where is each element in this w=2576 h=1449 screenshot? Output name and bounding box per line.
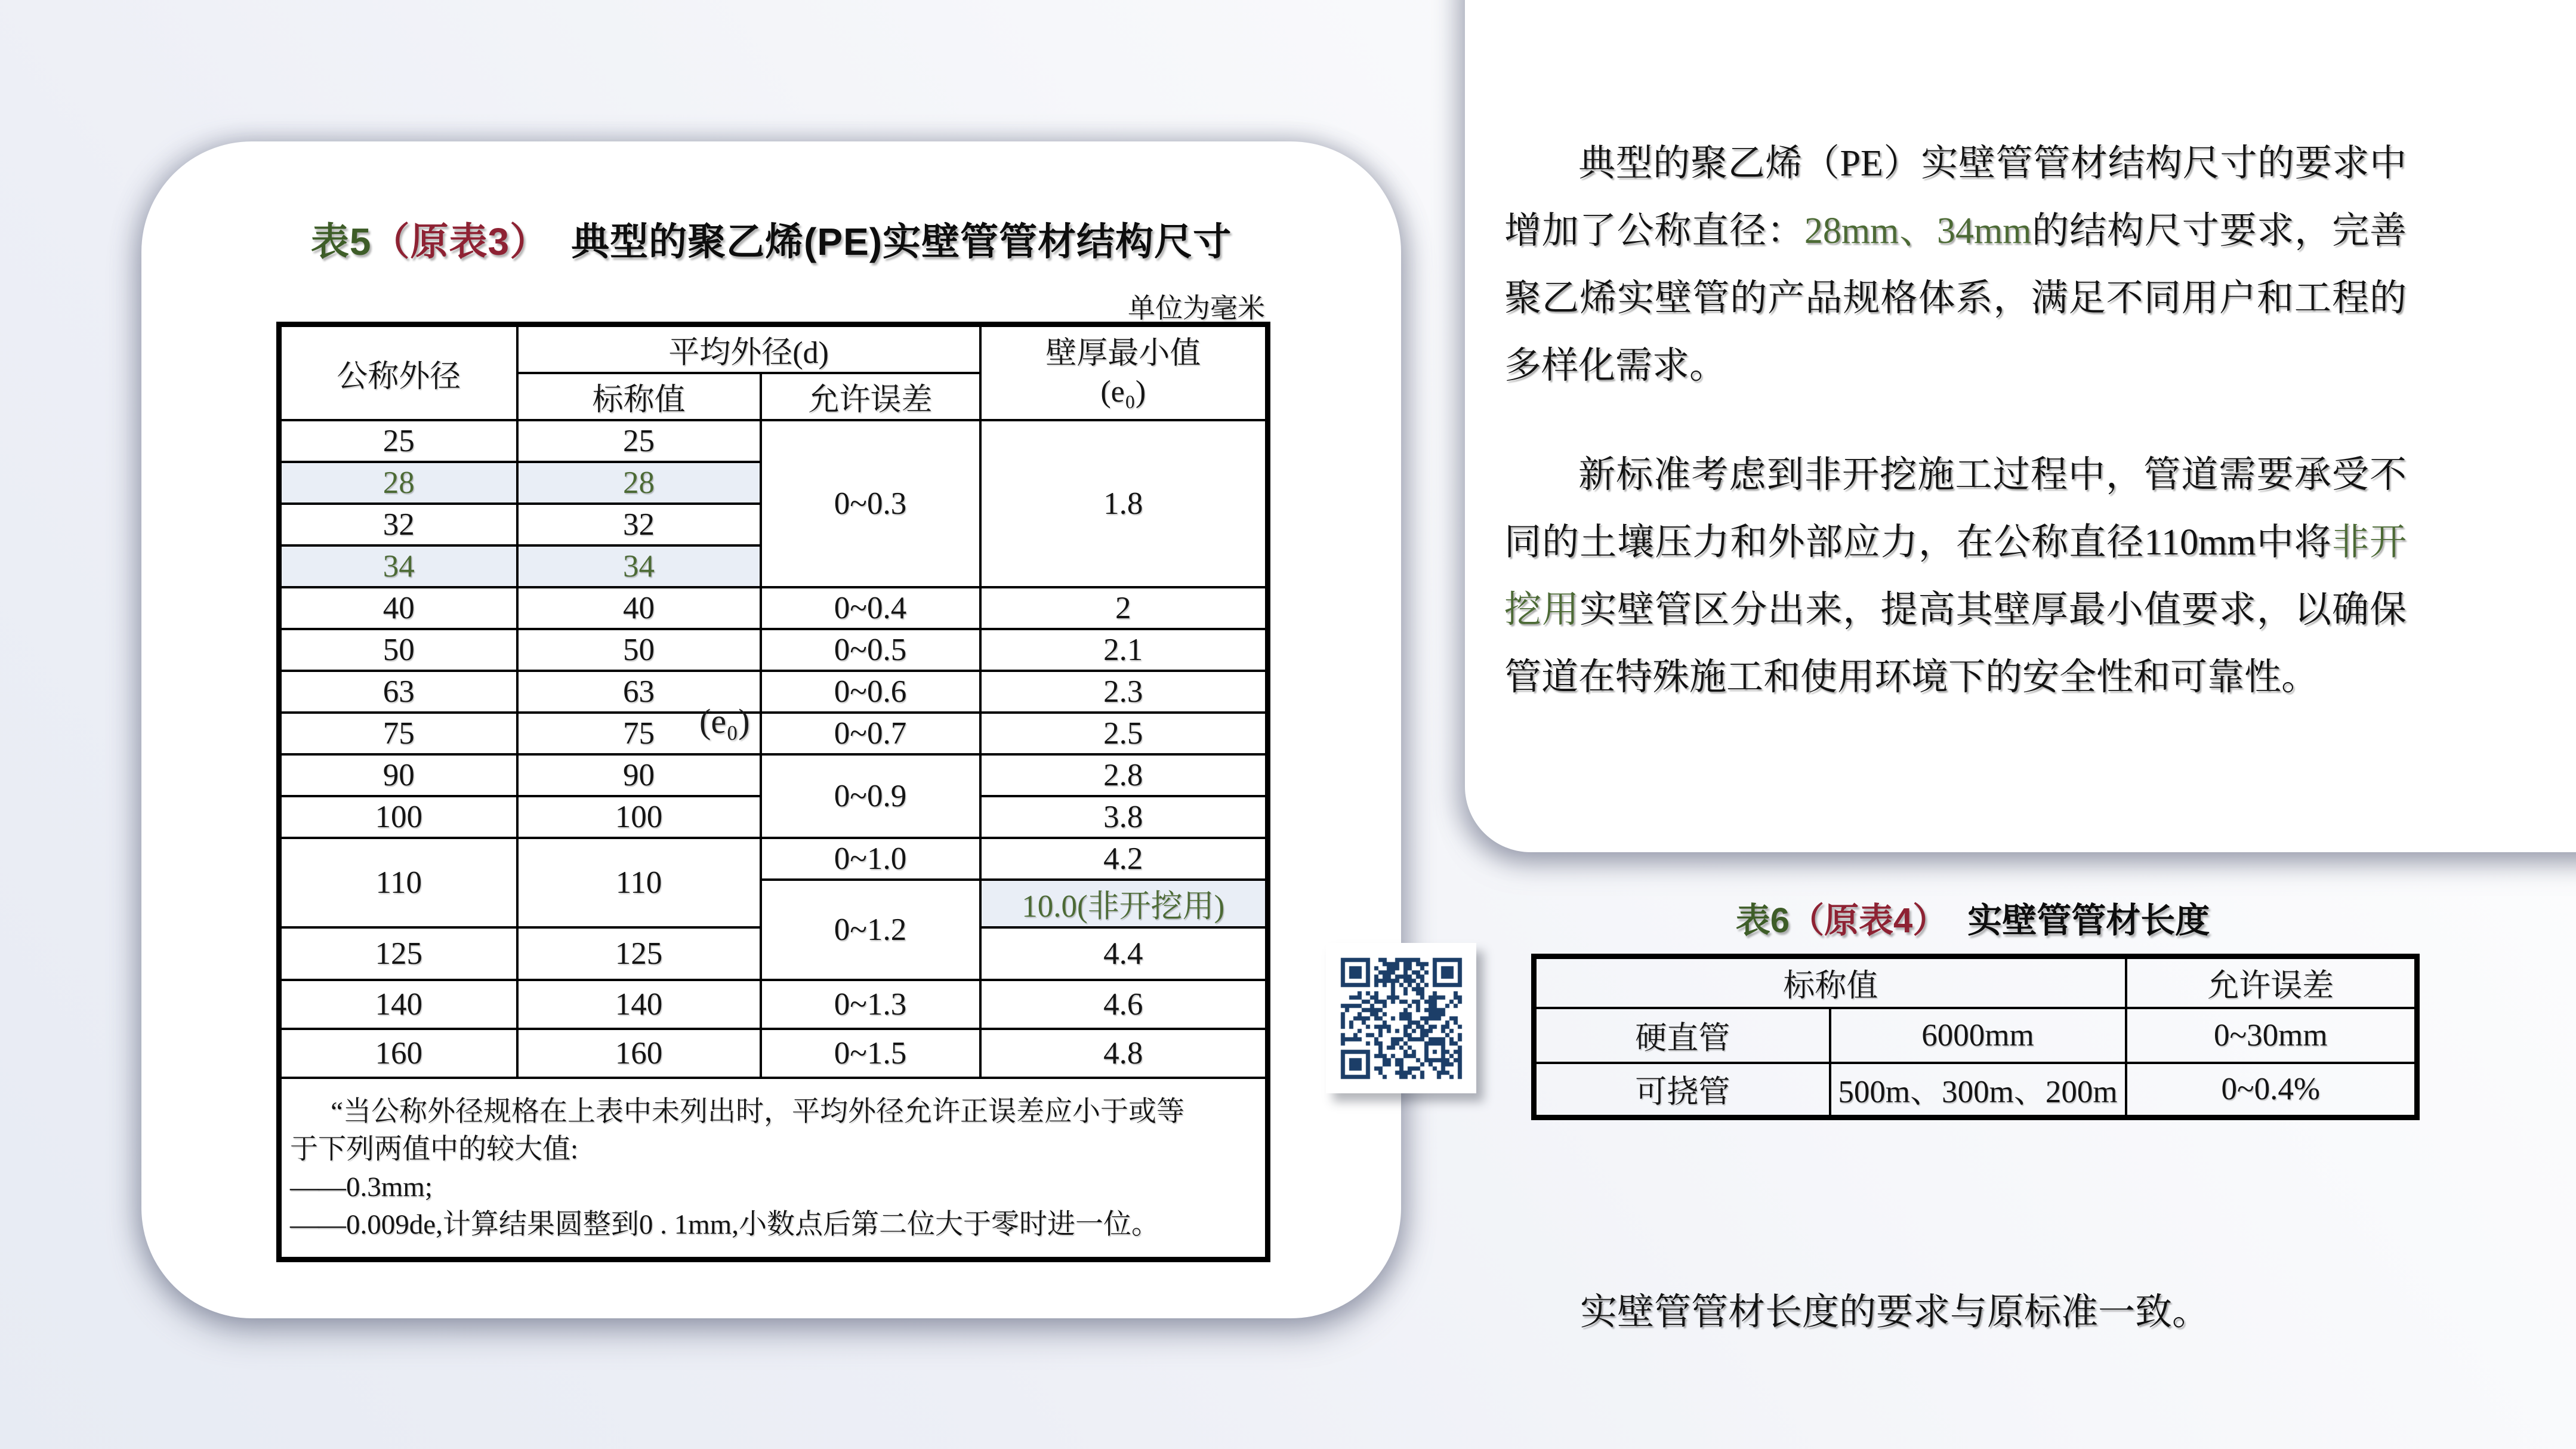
body-text: 实壁管区分出来，提高其壁厚最小值要求，以确保管道在特殊施工和使用环境下的安全性和可靠性。 [1504, 590, 2407, 698]
table5-row [279, 629, 1268, 671]
table5-cell: 4.2 [980, 838, 1268, 880]
table5-row [279, 713, 1268, 754]
bottom-note: 实壁管管材长度的要求与原标准一致。 [1580, 1292, 2210, 1333]
table5-cell: 90 [279, 754, 517, 796]
unit-note: 单位为毫米 [1128, 293, 1265, 323]
table5-card [141, 141, 1401, 1318]
body-text: 新标准考虑到非开挖施工过程中，管道需要承受不同的土壤压力和外部应力，在公称直径110mm中将 [1504, 455, 2407, 563]
table6-title-text: 实壁管管材长度 [1967, 901, 2210, 940]
table6-header-tolerance: 允许误差 [2126, 957, 2417, 1008]
table6-cell: 0~30mm [2126, 1008, 2417, 1063]
table5-header-avg-od: 平均外径(d) [517, 325, 980, 374]
table5-cell: 32 [517, 504, 761, 545]
table5-cell: 40 [279, 587, 517, 629]
table5-cell: 125 [517, 927, 761, 980]
table5-title-text: 典型的聚乙烯(PE)实壁管管材结构尺寸 [571, 220, 1232, 263]
description-paragraphs [1504, 130, 2407, 711]
table5-cell: 90 [517, 754, 761, 796]
table5-row [279, 754, 1268, 796]
table6-title-orig: （原表4） [1789, 901, 1948, 940]
table5-cell: 4.6 [980, 980, 1268, 1029]
table6-row [1534, 1063, 2417, 1118]
table5-header-nominal-value: 标称值 [517, 373, 761, 420]
table5-title [141, 218, 1401, 266]
table5-cell: 100 [279, 796, 517, 838]
table5-cell: 0~0.7 [761, 713, 980, 754]
table5-cell: 10.0(非开挖用) [980, 880, 1268, 927]
wall-min-label: 壁厚最小值 [1045, 337, 1201, 371]
footnote-line: ——0.009de,计算结果圆整到0 . 1mm,小数点后第二位大于零时进一位。 [290, 1209, 1159, 1240]
table5-cell: 4.4 [980, 927, 1268, 980]
table6-row [1534, 1008, 2417, 1063]
table5-cell: 0~1.3 [761, 980, 980, 1029]
table6 [1531, 954, 2420, 1120]
table5-cell: 2.5 [980, 713, 1268, 754]
table5-cell: 75 [279, 713, 517, 754]
body-text: 典型的聚乙烯（PE）实壁管管材结构尺寸的要求中增加了公称直径： [1504, 143, 2407, 251]
table5-cell: 0~0.3 [761, 420, 980, 587]
table5-cell: 2.8 [980, 754, 1268, 796]
table5-cell: 110 [279, 838, 517, 927]
footnote-line: ——0.3mm; [290, 1171, 433, 1203]
table5-cell: 75 [517, 713, 761, 754]
highlighted-text: 28mm、34mm [1804, 211, 2032, 251]
table5-cell: 50 [517, 629, 761, 671]
table5-cell: 2.1 [980, 629, 1268, 671]
highlighted-text: 非开挖用 [1504, 522, 2407, 630]
table5-cell: 100 [517, 796, 761, 838]
table5-cell: 0~0.9 [761, 754, 980, 838]
table5-cell: 28 [517, 462, 761, 504]
wall-min-symbol: (e₀) [1100, 375, 1146, 409]
table5-cell: 0~0.4 [761, 587, 980, 629]
table6-cell: 硬直管 [1534, 1008, 1830, 1063]
table5-cell: 34 [279, 545, 517, 587]
e0-artifact: (e₀) [699, 702, 750, 741]
table6-body [1534, 1008, 2417, 1118]
table6-title [1531, 900, 2414, 942]
table5-cell: 3.8 [980, 796, 1268, 838]
table5-cell: 0~1.2 [761, 880, 980, 980]
table6-header-nominal: 标称值 [1534, 957, 2126, 1008]
table5-cell: 63 [279, 671, 517, 713]
table5-cell: 4.8 [980, 1029, 1268, 1078]
table5-cell: 160 [517, 1029, 761, 1078]
table5-header-wall-min [980, 325, 1268, 421]
table5-cell: 50 [279, 629, 517, 671]
table5-header-row-1 [279, 325, 1268, 374]
table5-cell: 40 [517, 587, 761, 629]
table5-cell: 0~1.0 [761, 838, 980, 880]
table5-cell: 140 [279, 980, 517, 1029]
table5 [276, 322, 1270, 1262]
qr-code-image [1332, 949, 1470, 1087]
footnote-line: 于下列两值中的较大值: [290, 1134, 579, 1165]
table5-header-nominal-od: 公称外径 [279, 325, 517, 421]
table6-title-tag: 表6 [1735, 901, 1790, 940]
table5-cell: 32 [279, 504, 517, 545]
table5-footnote-row [279, 1078, 1268, 1260]
table5-cell: 2.3 [980, 671, 1268, 713]
table5-cell: 34 [517, 545, 761, 587]
table5-row [279, 587, 1268, 629]
table5-row [279, 671, 1268, 713]
table5-cell: 2 [980, 587, 1268, 629]
table5-cell: 0~1.5 [761, 1029, 980, 1078]
table5-cell: 0~0.5 [761, 629, 980, 671]
table5-footnote [279, 1078, 1268, 1260]
body-text: 的结构尺寸要求，完善聚乙烯实壁管的产品规格体系，满足不同用户和工程的多样化需求。 [1504, 211, 2407, 386]
table5-cell: 125 [279, 927, 517, 980]
qr-code [1326, 943, 1476, 1093]
paragraph-2 [1504, 442, 2407, 711]
table5-cell: 1.8 [980, 420, 1268, 587]
table5-cell: 110 [517, 838, 761, 927]
table5-row [279, 838, 1268, 880]
table5-title-tag: 表5 [310, 220, 372, 263]
table5-row [279, 980, 1268, 1029]
table6-cell: 6000mm [1830, 1008, 2126, 1063]
table5-row [279, 1029, 1268, 1078]
table5-row [279, 420, 1268, 462]
table6-cell: 可挠管 [1534, 1063, 1830, 1118]
table5-cell: 0~0.6 [761, 671, 980, 713]
table5-header-tolerance: 允许误差 [761, 373, 980, 420]
paragraph-1 [1504, 130, 2407, 400]
footnote-line: “当公称外径规格在上表中未列出时，平均外径允许正误差应小于或等 [331, 1096, 1184, 1127]
table5-cell: 160 [279, 1029, 517, 1078]
table5-cell: 63 [517, 671, 761, 713]
table5-title-orig: （原表3） [371, 220, 549, 263]
table6-cell: 500m、300m、200m [1830, 1063, 2126, 1118]
table5-cell: 28 [279, 462, 517, 504]
table6-header-row [1534, 957, 2417, 1008]
table5-cell: 25 [279, 420, 517, 462]
table6-cell: 0~0.4% [2126, 1063, 2417, 1118]
table5-cell: 140 [517, 980, 761, 1029]
table5-cell: 25 [517, 420, 761, 462]
table5-body [279, 420, 1268, 1260]
